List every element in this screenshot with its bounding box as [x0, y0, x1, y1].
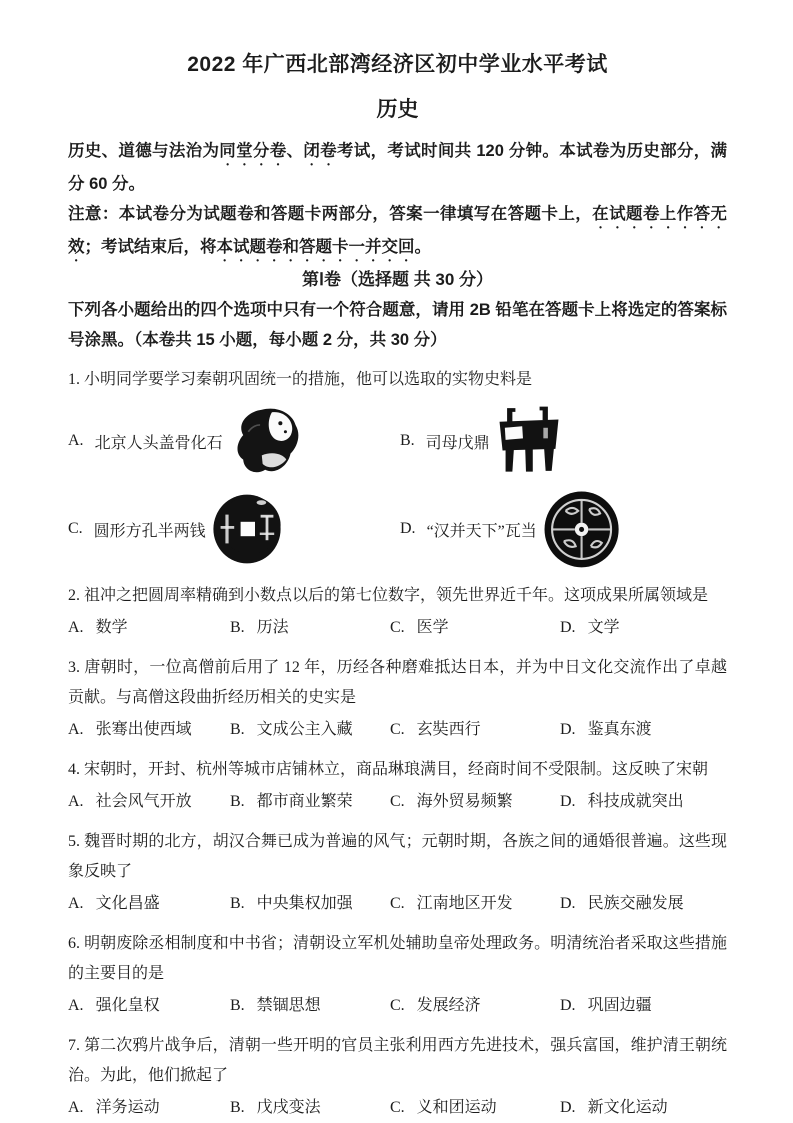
question-3-text: 3. 唐朝时，一位高僧前后用了 12 年，历经各种磨难抵达日本，并为中日文化交流作出了卓越贡献。与高僧这段曲折经历相关的史实是: [68, 659, 727, 706]
question-3: [68, 653, 727, 745]
option-text: 文化昌盛: [95, 895, 160, 912]
bronze-ding-image: [495, 401, 563, 481]
question-4: [68, 755, 727, 817]
han-tile-end-image: [542, 487, 622, 571]
option-text: 发展经济: [416, 997, 481, 1014]
option-label: C.: [390, 997, 405, 1014]
question-6-option-b: [230, 991, 390, 1021]
option-label: C.: [390, 721, 405, 738]
option-label: B.: [230, 619, 245, 636]
option-text: 海外贸易频繁: [416, 793, 513, 810]
option-label: D.: [560, 793, 576, 810]
banliang-coin-image: [211, 489, 283, 569]
question-7-option-c: [390, 1093, 560, 1123]
question-6-text: 6. 明朝废除丞相制度和中书省；清朝设立军机处辅助皇帝处理政务。明清统治者采取这些措施的主要目的是: [68, 935, 727, 982]
option-text: 北京人头盖骨化石: [94, 434, 223, 452]
question-5-options: [68, 889, 727, 919]
option-label: C.: [390, 619, 405, 636]
question-5-option-d: [560, 889, 727, 919]
question-7-text: 7. 第二次鸦片战争后，清朝一些开明的官员主张利用西方先进技术，强兵富国，维护清王朝统治。为此，他们掀起了: [68, 1037, 727, 1084]
option-label: A.: [68, 793, 84, 810]
question-1-image-options-row-1: [68, 399, 727, 483]
question-7-option-b: [230, 1093, 390, 1123]
question-4-option-a: [68, 787, 230, 817]
question-5-option-b: [230, 889, 390, 919]
question-2-text: 2. 祖冲之把圆周率精确到小数点以后的第七位数字，领先世界近千年。这项成果所属领域是: [68, 587, 709, 604]
option-text: 中央集权加强: [256, 895, 353, 912]
option-label: D.: [560, 895, 576, 912]
exam-title: 2022 年广西北部湾经济区初中学业水平考试: [187, 53, 608, 76]
question-2-option-b: [230, 613, 390, 643]
question-2: [68, 581, 727, 643]
question-1-option-d: [400, 487, 727, 571]
option-text: 文学: [587, 619, 620, 636]
option-label: A.: [68, 619, 84, 636]
option-label: D.: [560, 1099, 576, 1116]
option-label: A.: [68, 721, 84, 738]
question-4-options: [68, 787, 727, 817]
exam-intro-paragraph: 历史、道德与法治为同堂分卷、闭卷考试，考试时间共 120 分钟。本试卷为历史部分，满分 60 分。: [68, 142, 728, 193]
section-1-heading: 第Ⅰ卷（选择题 共 30 分）: [301, 270, 494, 289]
question-2-option-c: [390, 613, 560, 643]
question-3-option-a: [68, 715, 230, 745]
exam-notice-paragraph: 注意：本试卷分为试题卷和答题卡两部分，答案一律填写在答题卡上，在试题卷上作答无效；考试结束后，将本试题卷和答题卡一并交回。: [68, 205, 728, 256]
option-label: B.: [230, 895, 245, 912]
option-label: C.: [390, 1099, 405, 1116]
option-text: 文成公主入藏: [256, 721, 353, 738]
option-label: B.: [230, 721, 245, 738]
option-label: C.: [390, 793, 405, 810]
question-7-options: [68, 1093, 727, 1123]
exam-subject: 历史: [376, 98, 419, 121]
option-label: D.: [400, 520, 416, 537]
option-text: 数学: [95, 619, 128, 636]
option-label: D.: [560, 997, 576, 1014]
question-7: [68, 1031, 727, 1123]
option-text: 戊戌变法: [256, 1099, 321, 1116]
question-6: [68, 929, 727, 1021]
option-label: A.: [68, 1099, 84, 1116]
option-label: D.: [560, 721, 576, 738]
question-1-image-options-row-2: [68, 487, 727, 571]
question-1-option-b: [400, 401, 727, 481]
option-text: “汉并天下”瓦当: [426, 522, 537, 540]
option-label: B.: [230, 997, 245, 1014]
option-text: 都市商业繁荣: [256, 793, 353, 810]
option-text: 义和团运动: [416, 1099, 497, 1116]
option-text: 新文化运动: [587, 1099, 668, 1116]
option-label: C.: [390, 895, 405, 912]
question-5-text: 5. 魏晋时期的北方，胡汉合舞已成为普遍的风气；元朝时期，各族之间的通婚很普遍。这些现象反映了: [68, 833, 727, 880]
option-text: 圆形方孔半两钱: [93, 522, 206, 540]
question-7-option-a: [68, 1093, 230, 1123]
skull-fossil-image: [228, 401, 304, 481]
question-5-option-c: [390, 889, 560, 919]
question-6-option-a: [68, 991, 230, 1021]
question-3-option-d: [560, 715, 727, 745]
option-label: A.: [68, 432, 84, 449]
option-label: A.: [68, 895, 84, 912]
question-7-option-d: [560, 1093, 727, 1123]
question-3-options: [68, 715, 727, 745]
question-5: [68, 827, 727, 919]
option-text: 司母戊鼎: [425, 434, 490, 452]
option-text: 鉴真东渡: [587, 721, 652, 738]
question-6-option-d: [560, 991, 727, 1021]
question-2-option-d: [560, 613, 727, 643]
option-text: 玄奘西行: [416, 721, 481, 738]
question-6-option-c: [390, 991, 560, 1021]
option-label: B.: [230, 1099, 245, 1116]
question-4-option-b: [230, 787, 390, 817]
option-label: B.: [400, 432, 415, 449]
question-1-option-a: [68, 401, 400, 481]
option-text: 医学: [416, 619, 449, 636]
question-3-option-c: [390, 715, 560, 745]
option-text: 科技成就突出: [587, 793, 684, 810]
question-2-options: [68, 613, 727, 643]
question-6-options: [68, 991, 727, 1021]
question-4-option-d: [560, 787, 727, 817]
question-4-text: 4. 宋朝时，开封、杭州等城市店铺林立，商品琳琅满目，经商时间不受限制。这反映了宋朝: [68, 761, 709, 778]
option-text: 巩固边疆: [587, 997, 652, 1014]
option-text: 强化皇权: [95, 997, 160, 1014]
question-1-text: 1. 小明同学要学习秦朝巩固统一的措施，他可以选取的实物史料是: [68, 371, 533, 388]
question-2-option-a: [68, 613, 230, 643]
option-text: 张骞出使西域: [95, 721, 192, 738]
question-4-option-c: [390, 787, 560, 817]
question-3-option-b: [230, 715, 390, 745]
question-1-option-c: [68, 489, 400, 569]
question-5-option-a: [68, 889, 230, 919]
option-text: 江南地区开发: [416, 895, 513, 912]
section-1-instruction: 下列各小题给出的四个选项中只有一个符合题意，请用 2B 铅笔在答题卡上将选定的答案标号涂黑。（本卷共 15 小题，每小题 2 分，共 30 分）: [68, 301, 727, 349]
option-label: A.: [68, 997, 84, 1014]
option-label: C.: [68, 520, 83, 537]
option-text: 历法: [256, 619, 289, 636]
option-text: 洋务运动: [95, 1099, 160, 1116]
option-text: 社会风气开放: [95, 793, 192, 810]
option-label: B.: [230, 793, 245, 810]
question-1: [68, 365, 727, 571]
option-label: D.: [560, 619, 576, 636]
option-text: 禁锢思想: [256, 997, 321, 1014]
option-text: 民族交融发展: [587, 895, 684, 912]
